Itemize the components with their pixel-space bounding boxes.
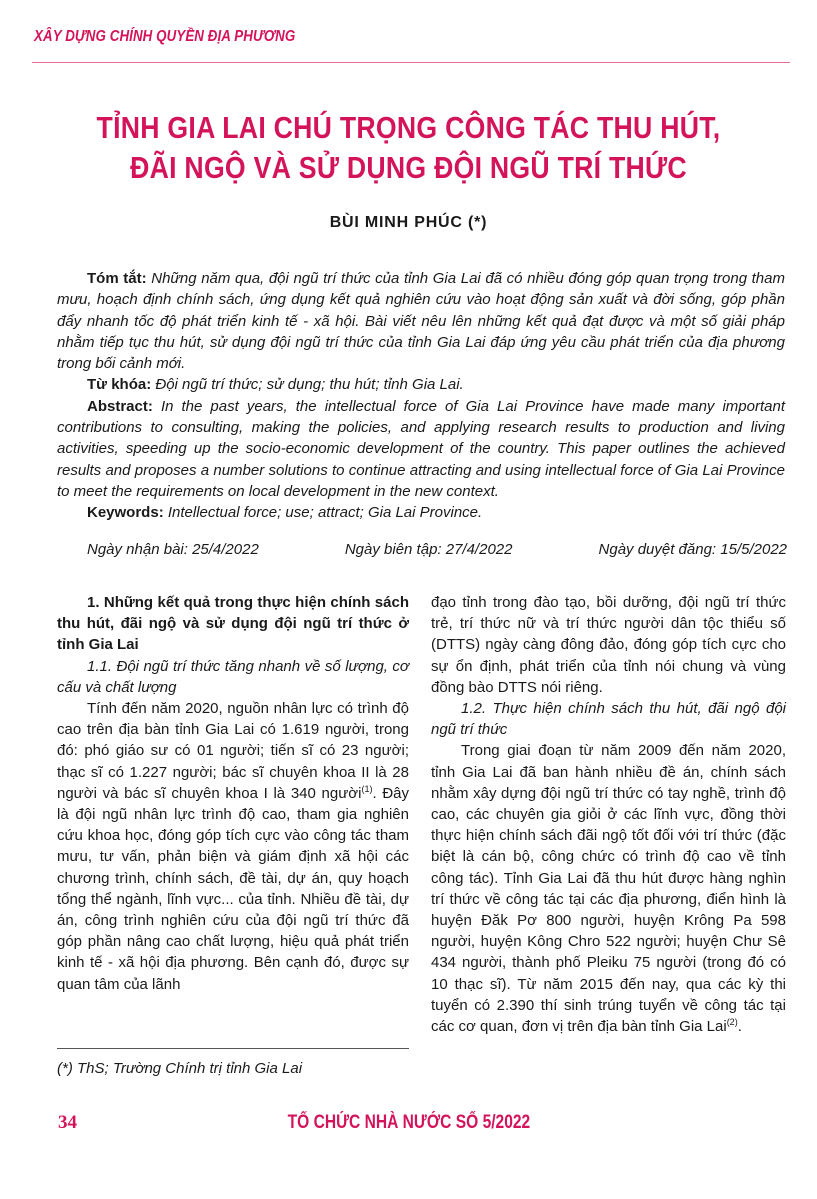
date-approved: Ngày duyệt đăng: 15/5/2022 (598, 541, 787, 558)
body-paragraph-1 (57, 698, 409, 995)
keywords-paragraph (57, 502, 785, 523)
subsection-heading-1-1: 1.1. Đội ngũ trí thức tăng nhanh về số lượng, cơ cấu và chất lượng (57, 657, 409, 696)
article-dates (87, 541, 787, 558)
footnote-ref-2: (2) (726, 1017, 738, 1028)
footnote: (*) ThS; Trường Chính trị tỉnh Gia Lai (57, 1060, 303, 1077)
para1-text-a: Tính đến năm 2020, nguồn nhân lực có trình độ cao trên địa bàn tỉnh Gia Lai có 1.619 người, trong đó: phó giáo sư có 01 người; tiến sĩ có 23 người; thạc sĩ có 1.227 người; bác sĩ chuyên khoa II là 28 người và bác sĩ chuyên khoa I là 340 người (57, 700, 409, 802)
author: BÙI MINH PHÚC (*) (329, 214, 488, 231)
header-divider (32, 62, 790, 63)
tomtat-label: Tóm tắt: (87, 270, 147, 287)
keywords-label: Keywords: (87, 504, 164, 522)
title-line-1: TỈNH GIA LAI CHÚ TRỌNG CÔNG TÁC THU HÚT, (96, 110, 721, 145)
tomtat-paragraph (57, 268, 785, 374)
para2-text-b: . (737, 1018, 742, 1036)
tukhoa-paragraph (57, 374, 785, 395)
article-title (0, 108, 817, 188)
abstract-label: Abstract: (87, 397, 153, 415)
subsection-heading-1-2: 1.2. Thực hiện chính sách thu hút, đãi ngộ đội ngũ trí thức (431, 700, 786, 739)
abstract-text: In the past years, the intellectual force of Gia Lai Province have made many important contributions to consulting, making the policies, and applying research results to production and living activities, speeding up the socio-economic development of the country. This paper outlines the achieved results and proposes a number solutions to continue attracting and using intellectual force of Gia Lai Province to meet the requirements on local development in the new context. (57, 397, 786, 500)
abstract-paragraph (57, 396, 785, 502)
para2-text-a: Trong giai đoạn từ năm 2009 đến năm 2020, tỉnh Gia Lai đã ban hành nhiều đề án, chính sách nhằm xây dựng đội ngũ trí thức có tay nghề, trình độ cao, các chuyên gia giỏi ở các lĩnh vực, đồng thời thực hiện chính sách đãi ngộ tốt đối với trí thức (đặc biệt là cán bộ, công chức có trình độ cao về tỉnh công tác). Tỉnh Gia Lai đã thu hút được hàng nghìn trí thức về công tác tại các địa phương, điển hình là huyện Đăk Pơ 800 người, huyện Krông Pa 598 người, huyện Kông Chro 522 người; huyện Chư Sê 434 người, thành phố Pleiku 75 người (trong đó có 10 thạc sĩ). Từ năm 2015 đến nay, qua các kỳ thi tuyển có 2.390 thí sinh trúng tuyển về công tác tại các cơ quan, đơn vị trên địa bàn tỉnh Gia Lai (431, 742, 786, 1036)
journal-footer (0, 1112, 817, 1134)
tukhoa-text: Đội ngũ trí thức; sử dụng; thu hút; tỉnh Gia Lai. (155, 376, 464, 394)
body-column-right (431, 592, 786, 1037)
footnote-divider (57, 1048, 409, 1049)
body-paragraph-1-continued: đạo tỉnh trong đào tạo, bồi dưỡng, đội ngũ trí thức trẻ, trí thức nữ và trí thức người dân tộc thiểu số (DTTS) ngày càng đông đảo, đóng góp tích cực cho sự ổn định, phát triển của tỉnh nói chung và vùng đồng bào DTTS nói riêng. (431, 594, 786, 696)
tukhoa-label: Từ khóa: (87, 376, 152, 394)
journal-name: TỔ CHỨC NHÀ NƯỚC SỐ 5/2022 (287, 1112, 530, 1133)
date-edited: Ngày biên tập: 27/4/2022 (344, 541, 513, 558)
body-column-left (57, 592, 409, 995)
para1-text-b: . Đây là đội ngũ nhân lực trình độ cao, tham gia nghiên cứu khoa học, đóng góp tích cực vào công tác tham mưu, tư vấn, phản biện và giám định xã hội các chương trình, chính sách, đề tài, dự án, quy hoạch tổng thể ngành, lĩnh vực... của tỉnh. Nhiều đề tài, dự án, công trình nghiên cứu của đội ngũ trí thức đã góp phần nâng cao chất lượng, hiệu quả phát triển kinh tế - xã hội địa phương. Bên cạnh đó, được sự quan tâm của lãnh (57, 784, 410, 993)
abstract-block (57, 268, 785, 524)
footnote-ref-1: (1) (361, 783, 373, 794)
page-number: 34 (58, 1112, 77, 1133)
title-line-2: ĐÃI NGỘ VÀ SỬ DỤNG ĐỘI NGŨ TRÍ THỨC (130, 150, 687, 185)
keywords-text: Intellectual force; use; attract; Gia Lai Province. (167, 504, 483, 522)
section-tag: XÂY DỰNG CHÍNH QUYỀN ĐỊA PHƯƠNG (34, 28, 296, 45)
section-heading-1: 1. Những kết quả trong thực hiện chính sách thu hút, đãi ngộ và sử dụng đội ngũ trí thức ở tỉnh Gia Lai (57, 594, 409, 654)
body-paragraph-2 (431, 740, 786, 1037)
date-received: Ngày nhận bài: 25/4/2022 (87, 541, 259, 558)
page-header (34, 28, 789, 46)
tomtat-text: Những năm qua, đội ngũ trí thức của tỉnh Gia Lai đã có nhiều đóng góp quan trọng trong tham mưu, hoạch định chính sách, ứng dụng kết quả nghiên cứu vào hoạt động sản xuất và đời sống, góp phần đẩy nhanh tốc độ phát triển kinh tế - xã hội. Bài viết nêu lên những kết quả đạt được và một số giải pháp nhằm tiếp tục thu hút, sử dụng đội ngũ trí thức của tỉnh Gia Lai đáp ứng yêu cầu phát triển của địa phương trong bối cảnh mới. (57, 270, 785, 373)
